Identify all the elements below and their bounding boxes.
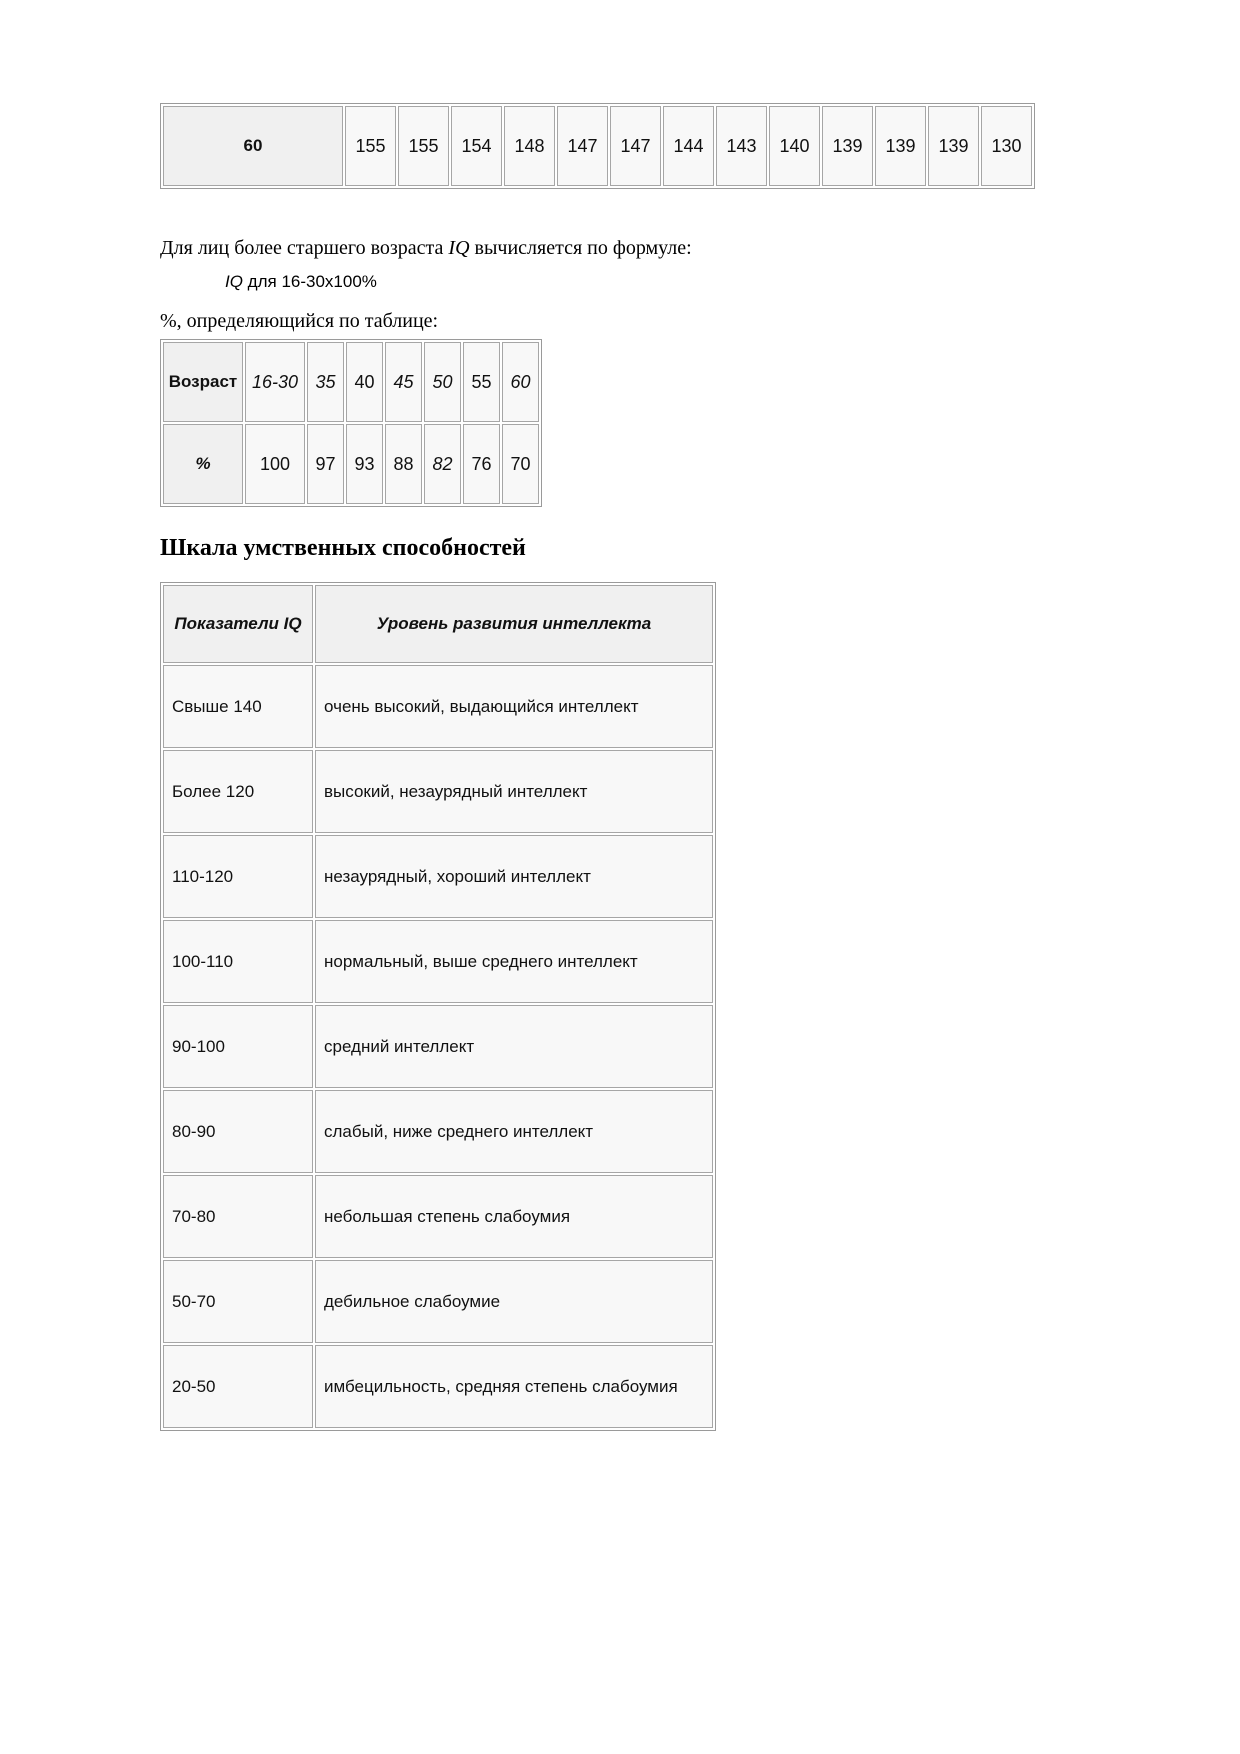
- table-row: [163, 1090, 713, 1173]
- score-row-table: [160, 103, 1035, 189]
- table-cell: 93: [346, 424, 383, 504]
- iq-range-cell: 20-50: [163, 1345, 313, 1428]
- percent-row: [163, 424, 539, 504]
- table-cell: 35: [307, 342, 344, 422]
- paragraph-text: Для лиц более старшего возраста: [160, 237, 449, 259]
- table-row: [163, 1005, 713, 1088]
- level-cell: имбецильность, средняя степень слабоумия: [315, 1345, 713, 1428]
- table-cell: 60: [502, 342, 539, 422]
- paragraph-percent-intro: %, определяющийся по таблице:: [160, 310, 439, 332]
- row-header-cell: Возраст: [163, 342, 243, 422]
- level-cell: средний интеллект: [315, 1005, 713, 1088]
- age-percent-table: [160, 339, 542, 507]
- row-header-cell: %: [163, 424, 243, 504]
- table-cell: 147: [610, 106, 661, 186]
- table-header-row: [163, 585, 713, 663]
- age-row: [163, 342, 539, 422]
- iq-range-cell: 50-70: [163, 1260, 313, 1343]
- row-header-cell: 60: [163, 106, 343, 186]
- table-cell: 130: [981, 106, 1032, 186]
- iq-scale-table: [160, 582, 716, 1431]
- iq-range-cell: Более 120: [163, 750, 313, 833]
- level-cell: высокий, незаурядный интеллект: [315, 750, 713, 833]
- table-cell: 139: [875, 106, 926, 186]
- iq-abbreviation: IQ: [225, 272, 243, 291]
- table-cell: 144: [663, 106, 714, 186]
- paragraph-text: вычисляется по формуле:: [469, 237, 692, 259]
- formula-line: [225, 272, 1240, 292]
- table-cell: 82: [424, 424, 461, 504]
- table-cell: 76: [463, 424, 500, 504]
- iq-range-cell: 70-80: [163, 1175, 313, 1258]
- level-cell: слабый, ниже среднего интеллект: [315, 1090, 713, 1173]
- table-cell: 16-30: [245, 342, 305, 422]
- table-cell: 139: [928, 106, 979, 186]
- iq-range-cell: Свыше 140: [163, 665, 313, 748]
- table-cell: 97: [307, 424, 344, 504]
- table-row: [163, 1260, 713, 1343]
- formula-text: для 16-30х100%: [242, 272, 377, 291]
- table-cell: 155: [345, 106, 396, 186]
- table-cell: 139: [822, 106, 873, 186]
- table-cell: 148: [504, 106, 555, 186]
- iq-range-cell: 110-120: [163, 835, 313, 918]
- iq-range-cell: 90-100: [163, 1005, 313, 1088]
- section-heading: Шкала умственных способностей: [160, 535, 526, 561]
- level-cell: нормальный, выше среднего интеллект: [315, 920, 713, 1003]
- column-header-iq: Показатели IQ: [163, 585, 313, 663]
- iq-abbreviation: IQ: [448, 237, 470, 259]
- table-row: [163, 1175, 713, 1258]
- table-cell: 143: [716, 106, 767, 186]
- table-cell: 70: [502, 424, 539, 504]
- table-cell: 50: [424, 342, 461, 422]
- table-row: [163, 106, 1032, 186]
- iq-range-cell: 80-90: [163, 1090, 313, 1173]
- level-cell: незаурядный, хороший интеллект: [315, 835, 713, 918]
- column-header-level: Уровень развития интеллекта: [315, 585, 713, 663]
- table-cell: 40: [346, 342, 383, 422]
- table-cell: 154: [451, 106, 502, 186]
- table-row: [163, 1345, 713, 1428]
- table-row: [163, 920, 713, 1003]
- table-cell: 45: [385, 342, 422, 422]
- table-row: [163, 835, 713, 918]
- level-cell: дебильное слабоумие: [315, 1260, 713, 1343]
- table-cell: 88: [385, 424, 422, 504]
- level-cell: очень высокий, выдающийся интеллект: [315, 665, 713, 748]
- table-cell: 147: [557, 106, 608, 186]
- table-cell: 140: [769, 106, 820, 186]
- table-cell: 55: [463, 342, 500, 422]
- table-row: [163, 750, 713, 833]
- iq-range-cell: 100-110: [163, 920, 313, 1003]
- table-cell: 100: [245, 424, 305, 504]
- table-cell: 155: [398, 106, 449, 186]
- paragraph-formula-intro: [160, 237, 1240, 260]
- table-row: [163, 665, 713, 748]
- level-cell: небольшая степень слабоумия: [315, 1175, 713, 1258]
